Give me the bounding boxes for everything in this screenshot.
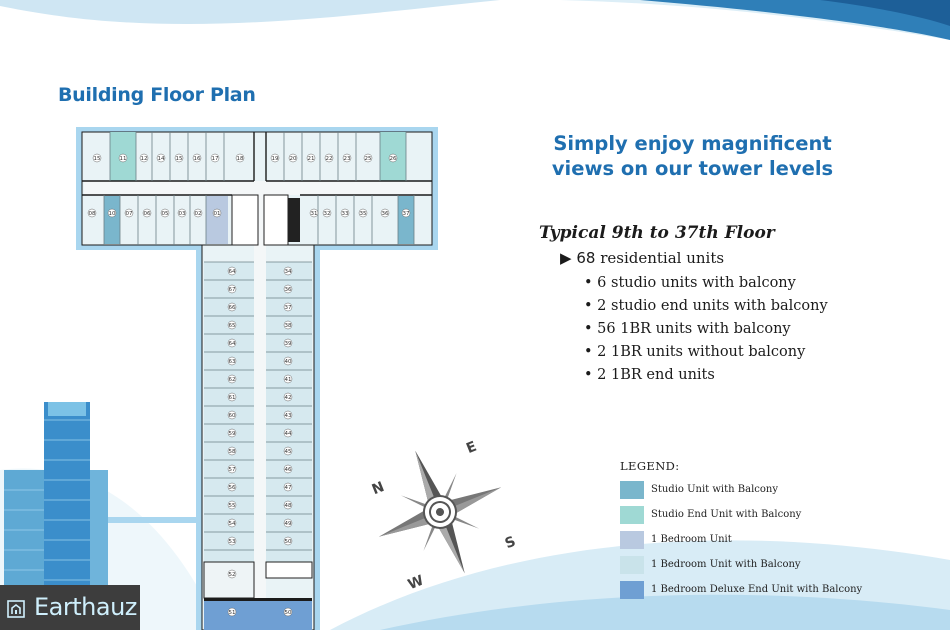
unit-number: 08 [88,211,96,217]
unit-number: 52 [228,572,236,578]
unit-number: 45 [284,449,292,455]
floor-label: Typical 9th to 37th Floor [539,223,775,243]
list-item: • 56 1BR units with balcony [584,318,828,341]
unit-number: 32 [323,211,331,217]
unit-number: 36 [284,287,292,293]
arrow-icon: ▶ [560,249,572,267]
units-text: residential units [600,249,725,267]
unit-number: 48 [284,503,292,509]
logo-text: Earthauz [34,593,137,621]
earthauz-logo [0,585,140,630]
unit-number: 26 [389,156,397,162]
unit-number: 15 [93,156,101,162]
legend-title: LEGEND: [620,459,680,473]
unit-number: 37 [284,305,292,311]
unit-number: 10 [108,211,116,217]
unit-number: 64 [228,269,236,275]
unit-number: 51 [228,610,236,616]
unit-number: 37 [402,211,410,217]
unit-number: 41 [284,377,292,383]
list-item: • 2 1BR units without balcony [584,341,828,364]
unit-number: 40 [284,359,292,365]
unit-number: 22 [325,156,333,162]
legend-label: 1 Bedroom Unit [651,534,732,545]
unit-number: 18 [236,156,244,162]
unit-number: 35 [359,211,367,217]
compass-north: N [369,478,387,499]
unit-number: 38 [284,323,292,329]
unit-number: 14 [157,156,165,162]
unit-number: 07 [125,211,133,217]
unit-number: 02 [194,211,202,217]
page-title: Building Floor Plan [58,84,256,106]
unit-number: 50 [284,610,292,616]
unit-number: 50 [284,539,292,545]
unit-number: 49 [284,521,292,527]
unit-number: 11 [119,156,127,162]
unit-number: 62 [228,377,236,383]
unit-number: 56 [228,485,236,491]
unit-number: 15 [175,156,183,162]
unit-number: 23 [343,156,351,162]
compass-east: E [464,438,479,458]
unit-number: 47 [284,485,292,491]
headline-line-2: views on our tower levels [551,157,834,180]
unit-number: 36 [381,211,389,217]
list-item: • 2 studio end units with balcony [584,295,828,318]
unit-number: 55 [228,503,236,509]
unit-number: 64 [228,341,236,347]
unit-number: 60 [228,413,236,419]
legend-label: Studio Unit with Balcony [651,484,778,495]
unit-number: 20 [289,156,297,162]
unit-number: 53 [228,539,236,545]
headline-line-1: Simply enjoy magnificent [553,132,832,155]
unit-number: 65 [228,323,236,329]
unit-number: 31 [310,211,318,217]
unit-number: 61 [228,395,236,401]
unit-number: 05 [161,211,169,217]
unit-number: 57 [228,467,236,473]
unit-number: 42 [284,395,292,401]
compass-rose [354,426,526,598]
unit-number: 43 [284,413,292,419]
list-item: • 6 studio units with balcony [584,272,828,295]
legend-label: Studio End Unit with Balcony [651,509,802,520]
unit-number: 17 [211,156,219,162]
unit-number: 67 [228,287,236,293]
unit-number: 66 [228,305,236,311]
unit-number: 19 [271,156,279,162]
unit-number: 21 [307,156,315,162]
unit-number: 44 [284,431,292,437]
unit-number: 58 [228,449,236,455]
list-item: • 2 1BR end units [584,364,828,387]
unit-number: 34 [284,269,292,275]
legend-label: 1 Bedroom Unit with Balcony [651,559,801,570]
unit-number: 25 [364,156,372,162]
unit-number: 39 [284,341,292,347]
unit-number: 01 [213,211,221,217]
unit-number: 16 [193,156,201,162]
compass-south: S [502,533,519,553]
unit-number: 59 [228,431,236,437]
unit-number: 06 [143,211,151,217]
unit-number: 33 [341,211,349,217]
units-count: 68 [576,249,596,267]
unit-number: 12 [140,156,148,162]
unit-number: 63 [228,359,236,365]
house-icon [7,600,25,618]
compass-west: W [405,572,427,594]
unit-number: 54 [228,521,236,527]
legend-label: 1 Bedroom Deluxe End Unit with Balcony [651,584,863,595]
unit-number: 03 [178,211,186,217]
unit-number: 46 [284,467,292,473]
